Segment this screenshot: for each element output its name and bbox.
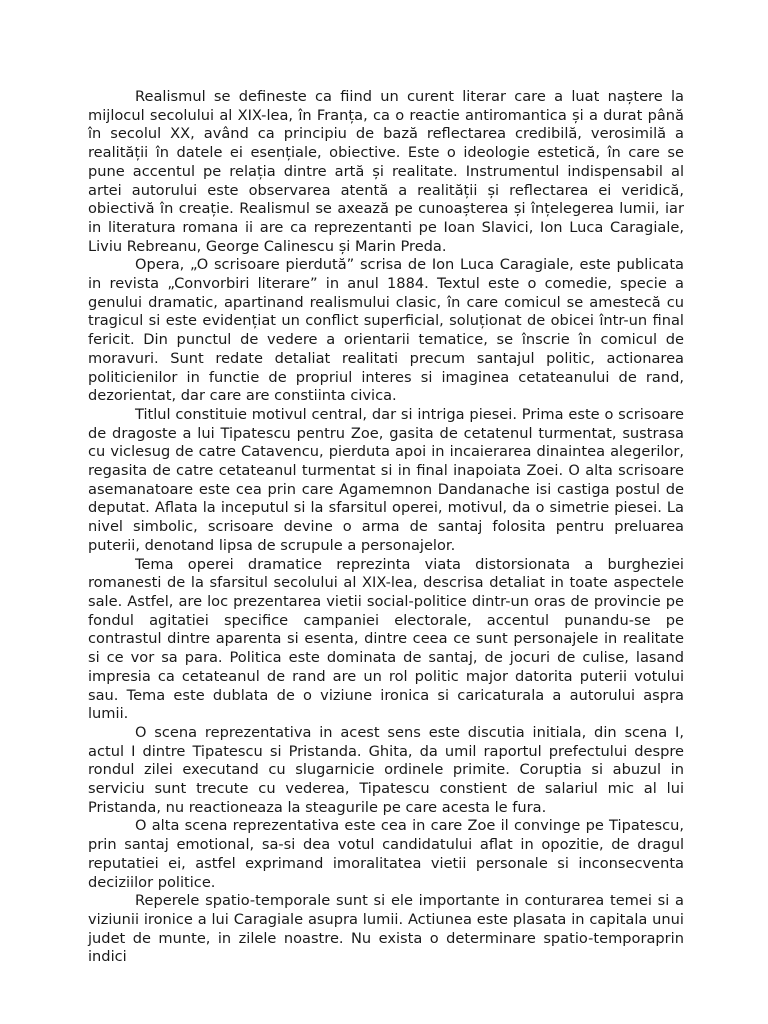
paragraph-scene-one: O scena reprezentativa in acest sens este discutia initiala, din scena I, actul I dintre Tipatescu si Pristanda. Ghita, da umil raportul prefectului despre rondul zilei executand cu slugarnicie ordinele primite. Coruptia si abuzul in serviciu sunt trecute cu vederea, Tipatescu constient de salariul mic al lui Pristanda, nu reactioneaza la steagurile pe care acesta le fura. bbox=[88, 723, 684, 816]
document-page bbox=[88, 88, 684, 967]
paragraph-space-time: Reperele spatio-temporale sunt si ele importante in conturarea temei si a viziunii ironice a lui Caragiale asupra lumii. Actiunea este plasata in capitala unui judet de munte, in zilele noastre. Nu exista o determinare spatio-temporaprin indici bbox=[88, 892, 684, 966]
paragraph-title-motif: Titlul constituie motivul central, dar si intriga piesei. Prima este o scrisoare de dragoste a lui Tipatescu pentru Zoe, gasita de cetatenul turmentat, sustrasa cu viclesug de catre Catavencu, pierduta apoi in incaierarea dinaintea alegerilor, regasita de catre cetateanul turmentat si in final inapoiata Zoei. O alta scrisoare asemanatoare este cea prin care Agamemnon Dandanache isi castiga postul de deputat. Aflata la inceputul si la sfarsitul operei, motivul, da o simetrie piesei. La nivel simbolic, scrisoare devine o arma de santaj folosita pentru preluarea puterii, denotand lipsa de scrupule a personajelor. bbox=[88, 405, 684, 554]
paragraph-scene-two: O alta scena reprezentativa este cea in care Zoe il convinge pe Tipatescu, prin santaj emotional, sa-si dea votul candidatului aflat in opozitie, de dragul reputatiei ei, astfel exprimand imoralitatea vietii personale si inconsecventa deciziilor politice. bbox=[88, 817, 684, 891]
paragraph-realism-definition: Realismul se defineste ca fiind un curent literar care a luat naștere la mijlocul secolului al XIX-lea, în Franța, ca o reactie antiromantica și a durat până în secolul XX, având ca principiu de bază reflectarea credibilă, verosimilă a realității în datele ei esențiale, obiective. Este o ideologie estetică, în care se pune accentul pe relația dintre artă și realitate. Instrumentul indispensabil al artei autorului este observarea atentă a realității și reflectarea ei veridică, obiectivă în creație. Realismul se axează pe cunoașterea și înțelegerea lumii, iar in literatura romana ii are ca reprezentanti pe Ioan Slavici, Ion Luca Caragiale, Liviu Rebreanu, George Calinescu și Marin Preda. bbox=[88, 88, 684, 255]
paragraph-opera-introduction: Opera, „O scrisoare pierdută” scrisa de Ion Luca Caragiale, este publicata in revista „Convorbiri literare” in anul 1884. Textul este o comedie, specie a genului dramatic, apartinand realismului clasic, în care comicul se amestecă cu tragicul si este evidențiat un conflict superficial, soluționat de obicei într-un final fericit. Din punctul de vedere a orientarii tematice, se înscrie în comicul de moravuri. Sunt redate detaliat realitati precum santajul politic, actionarea politicienilor in functie de propriul interes si imaginea cetateanului de rand, dezorientat, dar care are constiinta civica. bbox=[88, 256, 684, 405]
paragraph-theme: Tema operei dramatice reprezinta viata distorsionata a burgheziei romanesti de la sfarsitul secolului al XIX-lea, descrisa detaliat in toate aspectele sale. Astfel, are loc prezentarea vietii social-politice dintr-un oras de provincie pe fondul agitatiei specifice campaniei electorale, accentul punandu-se pe contrastul dintre aparenta si esenta, dintre ceea ce sunt personajele in realitate si ce vor sa para. Politica este dominata de santaj, de jocuri de culise, lasand impresia ca cetateanul de rand are un rol politic major datorita puterii votului sau. Tema este dublata de o viziune ironica si caricaturala a autorului aspra lumii. bbox=[88, 555, 684, 723]
